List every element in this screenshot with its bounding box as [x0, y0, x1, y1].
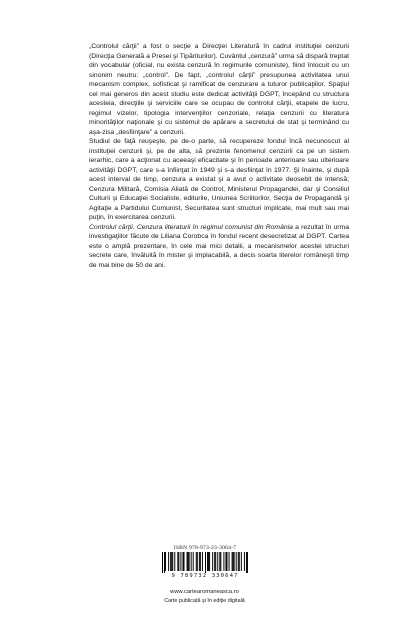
paragraph-3-rest: a rezultat în urma investigaţiilor făcute de Liliana Corobca în fondul recent desecretizat al DGPT. Cartea este o amplă prezentare, în cele mai mici detalii, a mecanismelor acestei structuri secrete care, învăluită în mister şi implacabilă, a decis soarta literelor româneşti timp de mai bine de 50 de ani.	[89, 223, 349, 269]
barcode-digits: 9 789732 330647	[171, 573, 239, 579]
paragraph-3	[89, 223, 349, 271]
isbn-label: ISBN 978-973-23-3064-7	[173, 545, 237, 551]
publisher-website: www.cartearomaneasca.ro	[170, 589, 239, 595]
paragraph-2: Studiul de faţă reuşeşte, pe de-o parte, să recupereze fondul încă necunoscut al instituţiei cenzurii şi, pe de alta, să prezinte fenomenul cenzurii ca pe un sistem ierarhic, care a acţionat cu aceeaşi eficacitate şi în perioade anterioare sau ulterioare activităţii DGPT, care s-a înfiinţat în 1949 şi s-a desfiinţat în 1977. Şi înainte, şi după acest interval de timp, cenzura a existat şi a avut o activitate deosebit de intensă; Cenzura Militară, Comisia Aliată de Control, Ministerul Propagandei, dar şi Consiliul Culturii şi Educaţiei Socialiste, editurile, Uniunea Scriitorilor, Secţia de Propagandă şi Agitaţie a Partidului Comunist, Securitatea sunt structuri implicate, mai mult sau mai puţin, în exercitarea cenzurii.	[89, 138, 349, 221]
back-cover-text	[89, 42, 349, 270]
barcode-icon	[162, 552, 248, 573]
book-title-italic: Controlul cărţii. Cenzura literaturii în regimul comunist din România	[89, 223, 293, 231]
paragraph-1: „Controlul cărţii” a fost o secţie a Direcţiei Literatură în cadrul instituţiei cenzurii (Direcţia Generală a Presei şi Tipăriturilor). Cuvântul „cenzură” urma să dispară treptat din vocabular (oficial, nu exista cenzură în regimurile comuniste), fiind înlocuit cu un sinonim neutru: „control”. De fapt, „controlul cărţii” presupunea activitatea unui mecanism complex, sofisticat şi ramificat de cenzurare a tuturor publicaţiilor. Spaţiul cel mai generos din acest studiu este dedicat activităţii DGPT, începând cu structura acesteia, direcţiile şi serviciile care se ocupau de controlul cărţii, etapele de lucru, regimul vizelor, tipologia intervenţiilor cenzoriale, relaţia cenzurii cu literatura minorităţilor naţionale şi cu sistemul de apărare a secretului de stat şi terminând cu aşa-zisa „desfiinţare” a cenzurii.	[89, 43, 349, 136]
digital-edition-note: Carte publicată şi în ediţie digitală	[164, 598, 245, 604]
isbn-barcode	[160, 545, 250, 583]
